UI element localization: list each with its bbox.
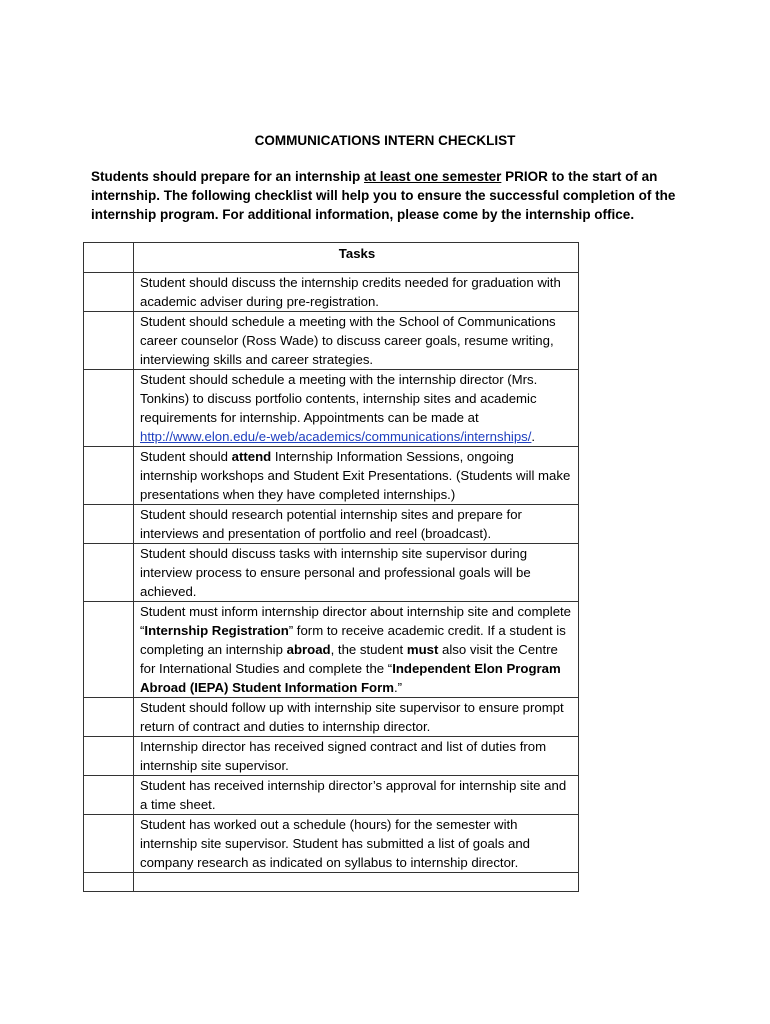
task-text-part: Student should [140, 449, 232, 464]
task-text-part: also visit the Centre for International Studies and complete the “ [140, 642, 558, 676]
task-text-part: Internship Information Sessions, ongoing internship workshops and Student Exit Presentations. (Students will make presentations when they have completed internships.) [140, 449, 571, 502]
intro-paragraph [91, 167, 681, 225]
task-text: Student should discuss the internship credits needed for graduation with academic adviser during pre-registration. [134, 273, 579, 312]
task-text-part: Student must inform internship director about internship site and complete “ [140, 604, 572, 638]
task-text: Student has received internship director’s approval for internship site and a time sheet. [134, 776, 579, 815]
checkbox-cell[interactable] [84, 312, 134, 370]
checkbox-cell[interactable] [84, 602, 134, 698]
checkbox-cell[interactable] [84, 737, 134, 776]
table-row-empty [84, 873, 579, 892]
table-row [84, 815, 579, 873]
table-row [84, 698, 579, 737]
task-bold-text: must [406, 642, 439, 657]
intro-part-2: PRIOR to the start of an internship. The following checklist will help you to ensure the successful completion of the internship program. For additional information, please come by the internship office. [91, 169, 676, 223]
tasks-table [83, 242, 579, 892]
task-text: Student should schedule a meeting with the School of Communications career counselor (Ross Wade) to discuss career goals, resume writing, interviewing skills and career strategies. [134, 312, 579, 370]
table-row [84, 447, 579, 505]
task-text [134, 370, 579, 447]
task-text-part: Student should schedule a meeting with the internship director (Mrs. Tonkins) to discuss portfolio contents, internship sites and academic requirements for internship. Appointments can be made at [140, 372, 538, 425]
internships-link[interactable]: http://www.elon.edu/e-web/academics/communications/internships/ [140, 429, 532, 444]
checkbox-cell[interactable] [84, 776, 134, 815]
task-text-part: .” [393, 680, 403, 695]
table-row [84, 505, 579, 544]
checkbox-cell[interactable] [84, 447, 134, 505]
task-text: Internship director has received signed contract and list of duties from internship site supervisor. [134, 737, 579, 776]
checkbox-cell[interactable] [84, 815, 134, 873]
task-text-empty [134, 873, 579, 892]
task-text-part: , the student [330, 642, 407, 657]
checkbox-cell[interactable] [84, 505, 134, 544]
checkbox-cell[interactable] [84, 873, 134, 892]
header-checkbox-cell [84, 243, 134, 273]
task-text: Student should discuss tasks with internship site supervisor during interview process to ensure personal and professional goals will be achieved. [134, 544, 579, 602]
task-text [134, 447, 579, 505]
task-bold-text: abroad [286, 642, 331, 657]
table-header-row [84, 243, 579, 273]
task-text-part: . [531, 429, 536, 444]
intro-underlined: at least one semester [364, 169, 502, 184]
task-bold-text: Independent Elon Program Abroad (IEPA) Student Information Form [140, 661, 561, 695]
tasks-header: Tasks [134, 243, 579, 273]
table-row [84, 312, 579, 370]
table-row [84, 776, 579, 815]
table-row [84, 737, 579, 776]
checkbox-cell[interactable] [84, 370, 134, 447]
table-row [84, 273, 579, 312]
task-bold-text: Internship Registration [144, 623, 289, 638]
checkbox-cell[interactable] [84, 273, 134, 312]
task-text [134, 602, 579, 698]
task-text-part: ” form to receive academic credit. If a student is completing an internship [140, 623, 566, 657]
table-row [84, 370, 579, 447]
checkbox-cell[interactable] [84, 544, 134, 602]
checkbox-cell[interactable] [84, 698, 134, 737]
task-text: Student should research potential internship sites and prepare for interviews and presentation of portfolio and reel (broadcast). [134, 505, 579, 544]
intro-part-1: Students should prepare for an internship [91, 169, 365, 184]
task-text: Student should follow up with internship site supervisor to ensure prompt return of contract and duties to internship director. [134, 698, 579, 737]
task-text: Student has worked out a schedule (hours) for the semester with internship site supervisor. Student has submitted a list of goals and company research as indicated on syllabus to internship director. [134, 815, 579, 873]
table-row [84, 602, 579, 698]
table-row [84, 544, 579, 602]
page-title: COMMUNICATIONS INTERN CHECKLIST [254, 133, 516, 148]
task-bold-text: attend [231, 449, 272, 464]
